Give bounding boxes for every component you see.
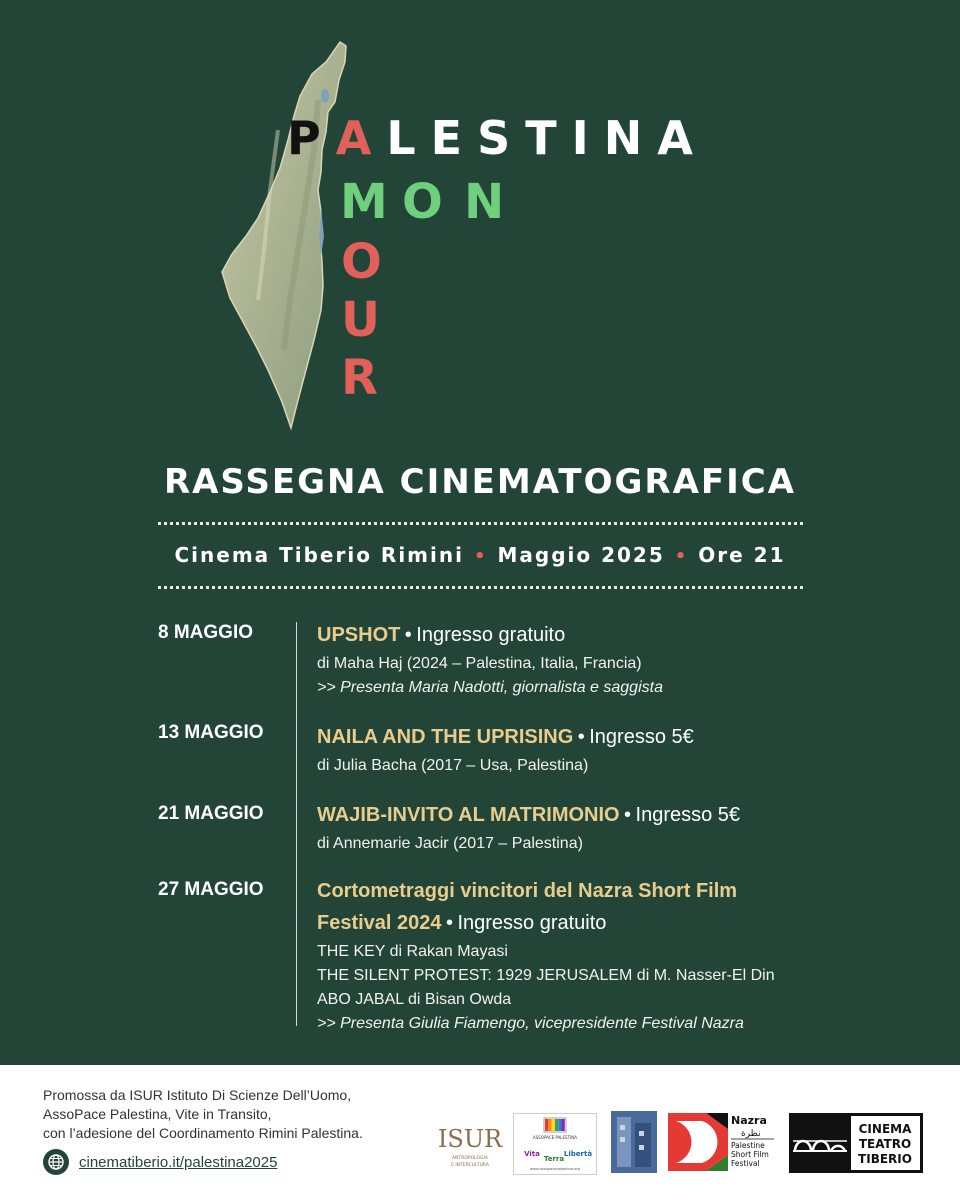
wordmark-letter: A <box>335 111 372 165</box>
svg-text:Vita: Vita <box>524 1150 540 1158</box>
event-fee: Ingresso gratuito <box>457 912 607 934</box>
svg-text:E INTERCULTURA: E INTERCULTURA <box>451 1163 489 1168</box>
wordmark-palestina <box>287 112 708 168</box>
promo-text <box>43 1086 423 1143</box>
promo-line: con l’adesione del Coordinamento Rimini Palestina. <box>43 1125 363 1141</box>
website-link[interactable] <box>43 1149 277 1175</box>
event-title: Festival 2024 <box>317 912 442 934</box>
event-title: Cortometraggi vincitori del Nazra Short Film <box>317 880 738 902</box>
svg-text:نظرة: نظرة <box>741 1129 761 1139</box>
globe-icon <box>43 1149 69 1175</box>
event-presenter: >> Presenta Maria Nadotti, giornalista e saggista <box>317 679 663 696</box>
wordmark-letter: E <box>430 111 463 165</box>
svg-text:TEATRO: TEATRO <box>858 1137 912 1151</box>
poster-title: RASSEGNA CINEMATOGRAFICA <box>163 462 797 502</box>
event-title: NAILA AND THE UPRISING <box>317 726 574 748</box>
assopace-logo <box>513 1113 597 1175</box>
event-title: WAJIB-INVITO AL MATRIMONIO <box>317 804 620 826</box>
nazra-logo <box>666 1111 778 1173</box>
svg-text:www.assopacepalestina.org: www.assopacepalestina.org <box>530 1167 580 1171</box>
wordmark-letter: M <box>340 174 388 230</box>
wordmark-letter: T <box>525 111 557 165</box>
wordmark-letter: O <box>402 174 443 230</box>
event-item <box>317 722 937 778</box>
event-detail: di Maha Haj (2024 – Palestina, Italia, Francia) <box>317 655 642 672</box>
dotted-divider <box>158 522 803 525</box>
svg-text:ANTROPOLOGIA: ANTROPOLOGIA <box>452 1156 488 1161</box>
event-fee: Ingresso 5€ <box>635 804 741 826</box>
svg-text:Palestine: Palestine <box>731 1141 765 1150</box>
svg-text:Terra: Terra <box>543 1155 565 1163</box>
program-divider <box>296 622 297 1026</box>
wordmark-letter: P <box>287 111 321 165</box>
wordmark-letter: R <box>341 350 378 406</box>
wordmark-letter: L <box>386 111 416 165</box>
vite-in-transito-logo <box>611 1111 657 1173</box>
svg-text:TIBERIO: TIBERIO <box>858 1152 912 1166</box>
event-fee: Ingresso gratuito <box>416 624 566 646</box>
event-detail: ABO JABAL di Bisan Owda <box>317 991 512 1008</box>
website-url[interactable]: cinematiberio.it/palestina2025 <box>79 1153 278 1171</box>
separator-dot: • <box>577 726 585 748</box>
svg-text:Festival: Festival <box>731 1159 760 1168</box>
dotted-divider <box>158 586 803 589</box>
wordmark-letter: O <box>341 234 382 290</box>
separator-dot: • <box>674 546 689 567</box>
separator-dot: • <box>404 624 412 646</box>
wordmark-letter: S <box>477 111 511 165</box>
separator-dot: • <box>445 912 453 934</box>
event-detail: THE KEY di Rakan Mayasi <box>317 943 508 960</box>
lake-tiberias <box>321 89 329 103</box>
time-text: Ore 21 <box>698 543 786 567</box>
promo-line: AssoPace Palestina, Vite in Transito, <box>43 1106 272 1122</box>
separator-dot: • <box>624 804 632 826</box>
event-detail: THE SILENT PROTEST: 1929 JERUSALEM di M. Nasser-El Din <box>317 967 775 984</box>
wordmark-letter: I <box>571 111 589 165</box>
event-date: 13 MAGGIO <box>158 722 264 743</box>
wordmark-letter: A <box>657 111 693 165</box>
event-item <box>317 800 937 856</box>
venue-text: Cinema Tiberio Rimini <box>174 543 464 567</box>
event-presenter: >> Presenta Giulia Fiamengo, vicepresidente Festival Nazra <box>317 1015 744 1032</box>
event-date: 8 MAGGIO <box>158 622 254 643</box>
footer <box>0 1065 960 1200</box>
svg-text:ASSOPACE PALESTINA: ASSOPACE PALESTINA <box>533 1135 577 1140</box>
svg-text:ISUR: ISUR <box>437 1125 503 1153</box>
event-fee: Ingresso 5€ <box>589 726 694 748</box>
isur-logo <box>437 1111 503 1173</box>
svg-text:Short Film: Short Film <box>731 1150 769 1159</box>
month-text: Maggio 2025 <box>497 543 665 567</box>
svg-text:CINEMA: CINEMA <box>858 1122 912 1136</box>
event-detail: di Julia Bacha (2017 – Usa, Palestina) <box>317 757 589 774</box>
svg-text:Libertà: Libertà <box>563 1150 593 1158</box>
venue-line <box>0 543 960 567</box>
cinema-teatro-tiberio-logo <box>789 1113 923 1173</box>
event-item <box>317 876 937 1036</box>
palestine-map-image <box>218 40 358 430</box>
event-item <box>317 620 937 700</box>
wordmark-letter: N <box>603 111 643 165</box>
promo-line: Promossa da ISUR Istituto Di Scienze Dell’Uomo, <box>43 1087 352 1103</box>
event-detail: di Annemarie Jacir (2017 – Palestina) <box>317 835 583 852</box>
wordmark-letter: U <box>341 292 380 348</box>
svg-text:Nazra: Nazra <box>731 1114 767 1127</box>
separator-dot: • <box>473 546 488 567</box>
event-title: UPSHOT <box>317 624 401 646</box>
wordmark-letter: N <box>464 174 505 230</box>
event-date: 27 MAGGIO <box>158 879 264 900</box>
event-date: 21 MAGGIO <box>158 803 264 824</box>
